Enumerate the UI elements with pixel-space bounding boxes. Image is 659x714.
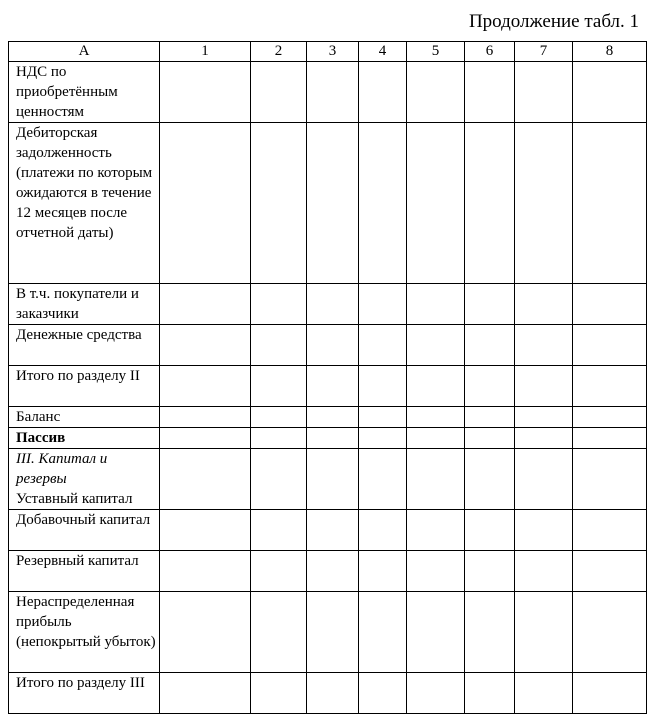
row-label: В т.ч. покупатели и заказчики: [16, 286, 139, 322]
value-cell: [465, 510, 515, 551]
value-cell: [573, 673, 647, 714]
table-row: [9, 407, 647, 428]
header-cell: 8: [573, 42, 647, 62]
value-cell: [465, 62, 515, 123]
row-label-cell: [9, 510, 160, 551]
row-label: Итого по разделу II: [16, 368, 140, 384]
value-cell: [407, 407, 465, 428]
value-cell: [573, 123, 647, 284]
table-row: [9, 510, 647, 551]
value-cell: [359, 366, 407, 407]
value-cell: [465, 284, 515, 325]
table-row: [9, 551, 647, 592]
value-cell: [359, 510, 407, 551]
row-label-cell: [9, 592, 160, 673]
value-cell: [407, 592, 465, 673]
value-cell: [515, 407, 573, 428]
value-cell: [160, 62, 251, 123]
value-cell: [573, 592, 647, 673]
value-cell: [465, 407, 515, 428]
value-cell: [465, 673, 515, 714]
table-row: [9, 62, 647, 123]
row-label: Резервный капитал: [16, 553, 139, 569]
value-cell: [407, 673, 465, 714]
header-row: [9, 42, 647, 62]
value-cell: [515, 284, 573, 325]
value-cell: [251, 123, 307, 284]
value-cell: [251, 673, 307, 714]
row-label: Итого по разделу III: [16, 675, 145, 691]
value-cell: [160, 366, 251, 407]
value-cell: [515, 510, 573, 551]
row-label-cell: [9, 428, 160, 449]
value-cell: [515, 592, 573, 673]
value-cell: [515, 449, 573, 510]
value-cell: [465, 123, 515, 284]
value-cell: [160, 284, 251, 325]
row-label: Добавочный капитал: [16, 512, 151, 528]
header-cell: 3: [307, 42, 359, 62]
value-cell: [465, 366, 515, 407]
value-cell: [307, 551, 359, 592]
header-cell: 5: [407, 42, 465, 62]
row-label-cell: [9, 325, 160, 366]
value-cell: [515, 428, 573, 449]
value-cell: [407, 366, 465, 407]
row-label-cell: [9, 284, 160, 325]
value-cell: [515, 62, 573, 123]
section-heading: III. Капитал и резервы: [16, 451, 108, 487]
value-cell: [359, 428, 407, 449]
header-cell: 6: [465, 42, 515, 62]
value-cell: [573, 449, 647, 510]
value-cell: [465, 325, 515, 366]
value-cell: [465, 428, 515, 449]
value-cell: [307, 325, 359, 366]
table-row: [9, 592, 647, 673]
value-cell: [407, 449, 465, 510]
value-cell: [307, 284, 359, 325]
value-cell: [407, 325, 465, 366]
value-cell: [573, 551, 647, 592]
value-cell: [359, 325, 407, 366]
row-label-cell: [9, 673, 160, 714]
value-cell: [160, 325, 251, 366]
value-cell: [465, 449, 515, 510]
value-cell: [407, 123, 465, 284]
header-cell: 2: [251, 42, 307, 62]
row-label: Дебиторская задолженность (платежи по которым ожидаются в течение 12 месяцев после отчетной даты): [16, 125, 153, 241]
value-cell: [573, 510, 647, 551]
value-cell: [407, 551, 465, 592]
value-cell: [251, 62, 307, 123]
value-cell: [359, 407, 407, 428]
value-cell: [573, 428, 647, 449]
value-cell: [160, 510, 251, 551]
table-row: [9, 325, 647, 366]
value-cell: [160, 449, 251, 510]
value-cell: [251, 551, 307, 592]
value-cell: [465, 551, 515, 592]
value-cell: [515, 366, 573, 407]
value-cell: [251, 449, 307, 510]
value-cell: [573, 407, 647, 428]
table-row: [9, 673, 647, 714]
value-cell: [307, 428, 359, 449]
value-cell: [359, 673, 407, 714]
value-cell: [359, 62, 407, 123]
value-cell: [465, 592, 515, 673]
row-label-cell: [9, 449, 160, 510]
value-cell: [407, 62, 465, 123]
value-cell: [359, 592, 407, 673]
value-cell: [515, 551, 573, 592]
value-cell: [307, 510, 359, 551]
value-cell: [359, 449, 407, 510]
value-cell: [573, 284, 647, 325]
value-cell: [515, 673, 573, 714]
table-row: [9, 284, 647, 325]
value-cell: [251, 366, 307, 407]
value-cell: [407, 428, 465, 449]
row-label-cell: [9, 366, 160, 407]
value-cell: [251, 325, 307, 366]
value-cell: [251, 284, 307, 325]
value-cell: [160, 428, 251, 449]
balance-table: [8, 41, 647, 714]
value-cell: [251, 428, 307, 449]
value-cell: [160, 123, 251, 284]
value-cell: [307, 673, 359, 714]
value-cell: [307, 407, 359, 428]
value-cell: [251, 592, 307, 673]
value-cell: [160, 673, 251, 714]
row-label-cell: [9, 62, 160, 123]
value-cell: [359, 284, 407, 325]
table-caption: Продолжение табл. 1: [468, 11, 639, 32]
header-cell: 4: [359, 42, 407, 62]
value-cell: [407, 510, 465, 551]
value-cell: [359, 123, 407, 284]
value-cell: [160, 551, 251, 592]
row-label: Денежные средства: [16, 327, 142, 343]
row-label: НДС по приобретённым ценностям: [16, 64, 118, 120]
value-cell: [251, 407, 307, 428]
value-cell: [573, 325, 647, 366]
row-label: Пассив: [16, 430, 66, 446]
value-cell: [307, 449, 359, 510]
value-cell: [573, 366, 647, 407]
value-cell: [160, 592, 251, 673]
row-label: Баланс: [16, 409, 61, 425]
table-row: [9, 366, 647, 407]
value-cell: [307, 123, 359, 284]
value-cell: [359, 551, 407, 592]
table-row: [9, 428, 647, 449]
value-cell: [251, 510, 307, 551]
value-cell: [515, 325, 573, 366]
header-cell: А: [9, 42, 160, 62]
row-label-cell: [9, 123, 160, 284]
header-cell: 1: [160, 42, 251, 62]
value-cell: [407, 284, 465, 325]
row-label: Уставный капитал: [16, 491, 133, 507]
table-row: [9, 123, 647, 284]
value-cell: [573, 62, 647, 123]
row-label-cell: [9, 407, 160, 428]
table-row: [9, 449, 647, 510]
table-body: [9, 62, 647, 714]
value-cell: [160, 407, 251, 428]
header-cell: 7: [515, 42, 573, 62]
row-label: Нераспределенная прибыль (непокрытый убыток): [16, 594, 156, 650]
row-label-cell: [9, 551, 160, 592]
value-cell: [307, 366, 359, 407]
value-cell: [307, 62, 359, 123]
value-cell: [307, 592, 359, 673]
value-cell: [515, 123, 573, 284]
